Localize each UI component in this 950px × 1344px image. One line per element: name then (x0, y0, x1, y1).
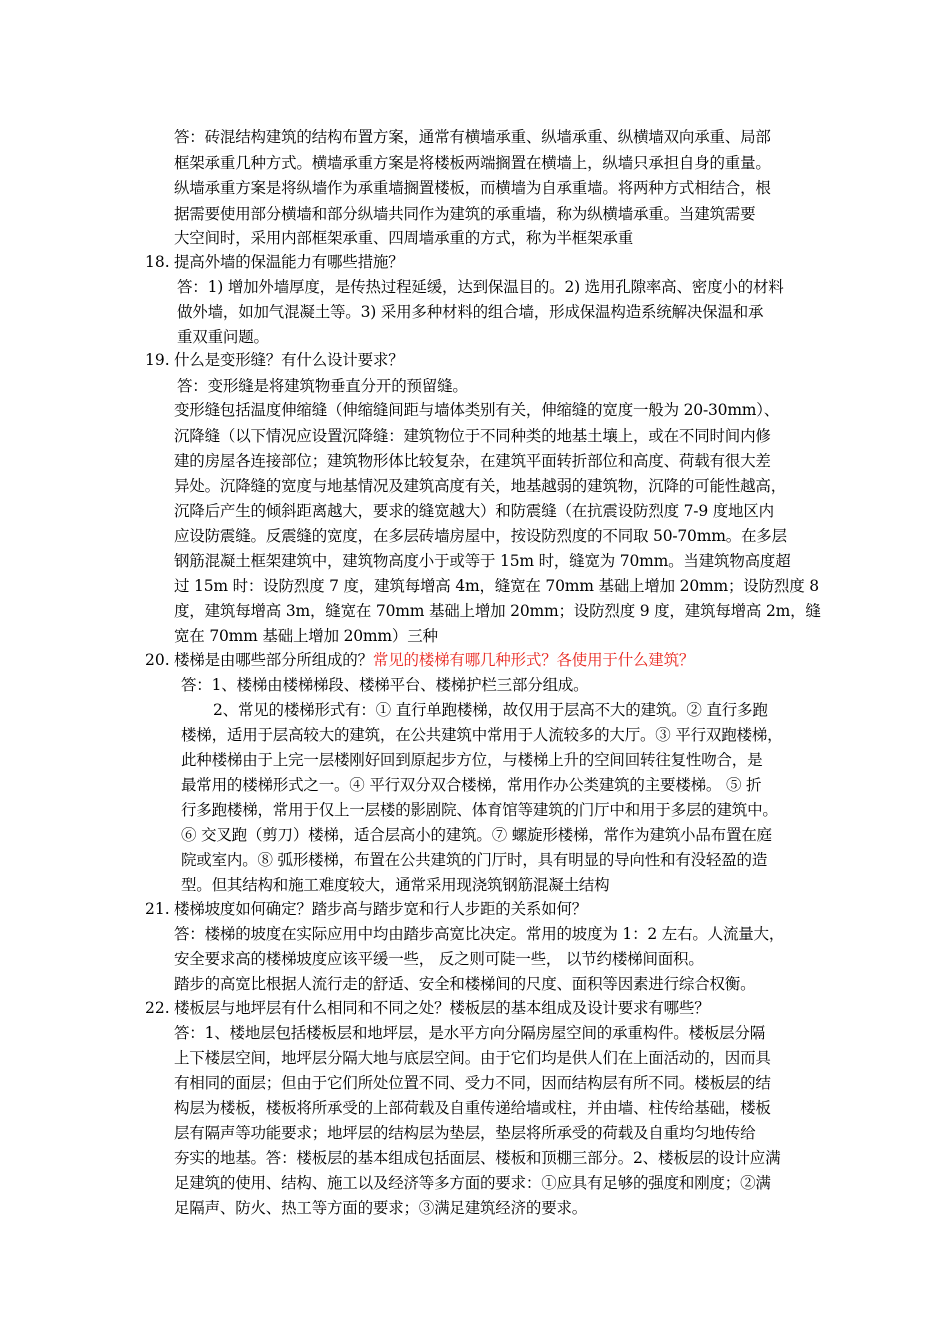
q19-answer-line: 沉降缝（以下情况应设置沉降缝：建筑物位于不同种类的地基土壤上，或在不同时间内修 (174, 427, 771, 445)
q20-answer-second: 2、常见的楼梯形式有：① 直行单跑楼梯，故仅用于层高不大的建筑。② 直行多跑 (213, 701, 768, 719)
q20-answer-line: ⑥ 交叉跑（剪刀）楼梯，适合层高小的建筑。⑦ 螺旋形楼梯，常作为建筑小品布置在庭 (181, 826, 772, 844)
q19-answer-line: 应设防震缝。反震缝的宽度，在多层砖墙房屋中，按设防烈度的不同取 50-70mm。在多层 (174, 527, 787, 545)
q22-answer-line: 有相同的面层；但由于它们所处位置不同、受力不同，因而结构层有所不同。楼板层的结 (174, 1074, 771, 1092)
question-19: 什么是变形缝？有什么设计要求？ (174, 351, 404, 369)
q20-answer-line: 楼梯，适用于层高较大的建筑，在公共建筑中常用于人流较多的大厅。③ 平行双跑楼梯， (181, 726, 783, 744)
q22-answer-line: 上下楼层空间，地坪层分隔大地与底层空间。由于它们均是供人们在上面活动的，因而具 (174, 1049, 771, 1067)
q22-answer-line: 足建筑的使用、结构、施工以及经济等多方面的要求：①应具有足够的强度和刚度；②满 (174, 1174, 771, 1192)
question-20 (174, 648, 694, 672)
q17-answer-line: 据需要使用部分横墙和部分纵墙共同作为建筑的承重墙，称为纵横墙承重。当建筑需要 (174, 205, 756, 223)
question-20-part-black: 楼梯是由哪些部分所组成的？ (174, 651, 373, 669)
q20-answer-line: 此种楼梯由于上完一层楼刚好回到原起步方位，与楼梯上升的空间回转往复性吻合，是 (181, 751, 763, 769)
q20-answer-line: 院或室内。⑧ 弧形楼梯，布置在公共建筑的门厅时，具有明显的导向性和有没轻盈的造 (181, 851, 768, 869)
question-number-19: 19. (145, 351, 170, 369)
q17-answer-line: 答：砖混结构建筑的结构布置方案，通常有横墙承重、纵墙承重、纵横墙双向承重、局部 (174, 128, 771, 146)
q19-answer-line: 度，建筑每增高 3m，缝宽在 70mm 基础上增加 20mm；设防烈度 9 度，建筑每增高 2m，缝 (174, 602, 821, 620)
q21-answer-line: 答：楼梯的坡度在实际应用中均由踏步高宽比决定。常用的坡度为 1：2 左右。人流量大， (174, 925, 785, 943)
question-number-21: 21. (145, 900, 170, 918)
question-22: 楼板层与地坪层有什么相同和不同之处？楼板层的基本组成及设计要求有哪些？ (174, 999, 710, 1017)
question-21: 楼梯坡度如何确定？踏步高与踏步宽和行人步距的关系如何？ (174, 900, 588, 918)
q21-answer-line: 踏步的高宽比根据人流行走的舒适、安全和楼梯间的尺度、面积等因素进行综合权衡。 (174, 975, 756, 993)
q18-answer-line: 做外墙，如加气混凝土等。3) 采用多种材料的组合墙，形成保温构造系统解决保温和承 (177, 303, 764, 321)
question-number-20: 20. (145, 651, 170, 669)
q17-answer-line: 框架承重几种方式。横墙承重方案是将楼板两端搁置在横墙上，纵墙只承担自身的重量。 (174, 154, 771, 172)
q19-answer-line: 异处。沉降缝的宽度与地基情况及建筑高度有关，地基越弱的建筑物，沉降的可能性越高， (174, 477, 787, 495)
q22-answer-line: 答：1、楼地层包括楼板层和地坪层，是水平方向分隔房屋空间的承重构件。楼板层分隔 (174, 1024, 766, 1042)
q22-answer-line: 夯实的地基。答：楼板层的基本组成包括面层、楼板和顶棚三部分。2、楼板层的设计应满 (174, 1149, 781, 1167)
q20-answer-line: 行多跑楼梯，常用于仅上一层楼的影剧院、体育馆等建筑的门厅中和用于多层的建筑中。 (181, 801, 778, 819)
q19-answer-line: 建的房屋各连接部位；建筑物形体比较复杂，在建筑平面转折部位和高度、荷载有很大差 (174, 452, 771, 470)
q22-answer-line: 足隔声、防火、热工等方面的要求；③满足建筑经济的要求。 (174, 1199, 588, 1217)
q19-answer-line: 过 15m 时：设防烈度 7 度，建筑每增高 4m，缝宽在 70mm 基础上增加 20mm；设防烈度 8 (174, 577, 819, 595)
q19-answer-line: 沉降后产生的倾斜距离越大，要求的缝宽越大）和防震缝（在抗震设防烈度 7-9 度地区内 (174, 502, 774, 520)
q19-answer-line: 宽在 70mm 基础上增加 20mm）三种 (174, 627, 438, 645)
q20-answer-line: 型。但其结构和施工难度较大，通常采用现浇筑钢筋混凝土结构 (181, 876, 610, 894)
q17-answer-line: 纵墙承重方案是将纵墙作为承重墙搁置楼板，而横墙为自承重墙。将两种方式相结合，根 (174, 179, 771, 197)
q22-answer-line: 层有隔声等功能要求；地坪层的结构层为垫层，垫层将所承受的荷载及自重均匀地传给 (174, 1124, 756, 1142)
q22-answer-line: 构层为楼板，楼板将所承受的上部荷载及自重传递给墙或柱，并由墙、柱传给基础，楼板 (174, 1099, 771, 1117)
q19-answer-first: 答：变形缝是将建筑物垂直分开的预留缝。 (177, 377, 468, 395)
question-number-22: 22. (145, 999, 170, 1017)
q19-answer-line: 钢筋混凝土框架建筑中，建筑物高度小于或等于 15m 时，缝宽为 70mm。当建筑物高度超 (174, 552, 791, 570)
question-number-18: 18. (145, 253, 170, 271)
question-20-part-red: 常见的楼梯有哪几种形式？各使用于什么建筑？ (372, 651, 695, 669)
q20-answer-line: 最常用的楼梯形式之一。④ 平行双分双合楼梯，常用作办公类建筑的主要楼梯。 ⑤ 折 (181, 776, 762, 794)
q18-answer-line: 答：1) 增加外墙厚度，是传热过程延缓，达到保温目的。2) 选用孔隙率高、密度小的材料 (177, 278, 784, 296)
q19-answer-line: 变形缝包括温度伸缩缝（伸缩缝间距与墙体类别有关，伸缩缝的宽度一般为 20-30mm）、 (174, 401, 780, 419)
q20-answer-first: 答：1、楼梯由楼梯梯段、楼梯平台、楼梯护栏三部分组成。 (181, 676, 589, 694)
q21-answer-line: 安全要求高的楼梯坡度应该平缓一些， 反之则可陡一些， 以节约楼梯间面积。 (174, 950, 704, 968)
q18-answer-line: 重双重问题。 (177, 328, 269, 346)
question-18: 提高外墙的保温能力有哪些措施？ (174, 253, 404, 271)
q17-answer-line: 大空间时，采用内部框架承重、四周墙承重的方式，称为半框架承重 (174, 229, 634, 247)
